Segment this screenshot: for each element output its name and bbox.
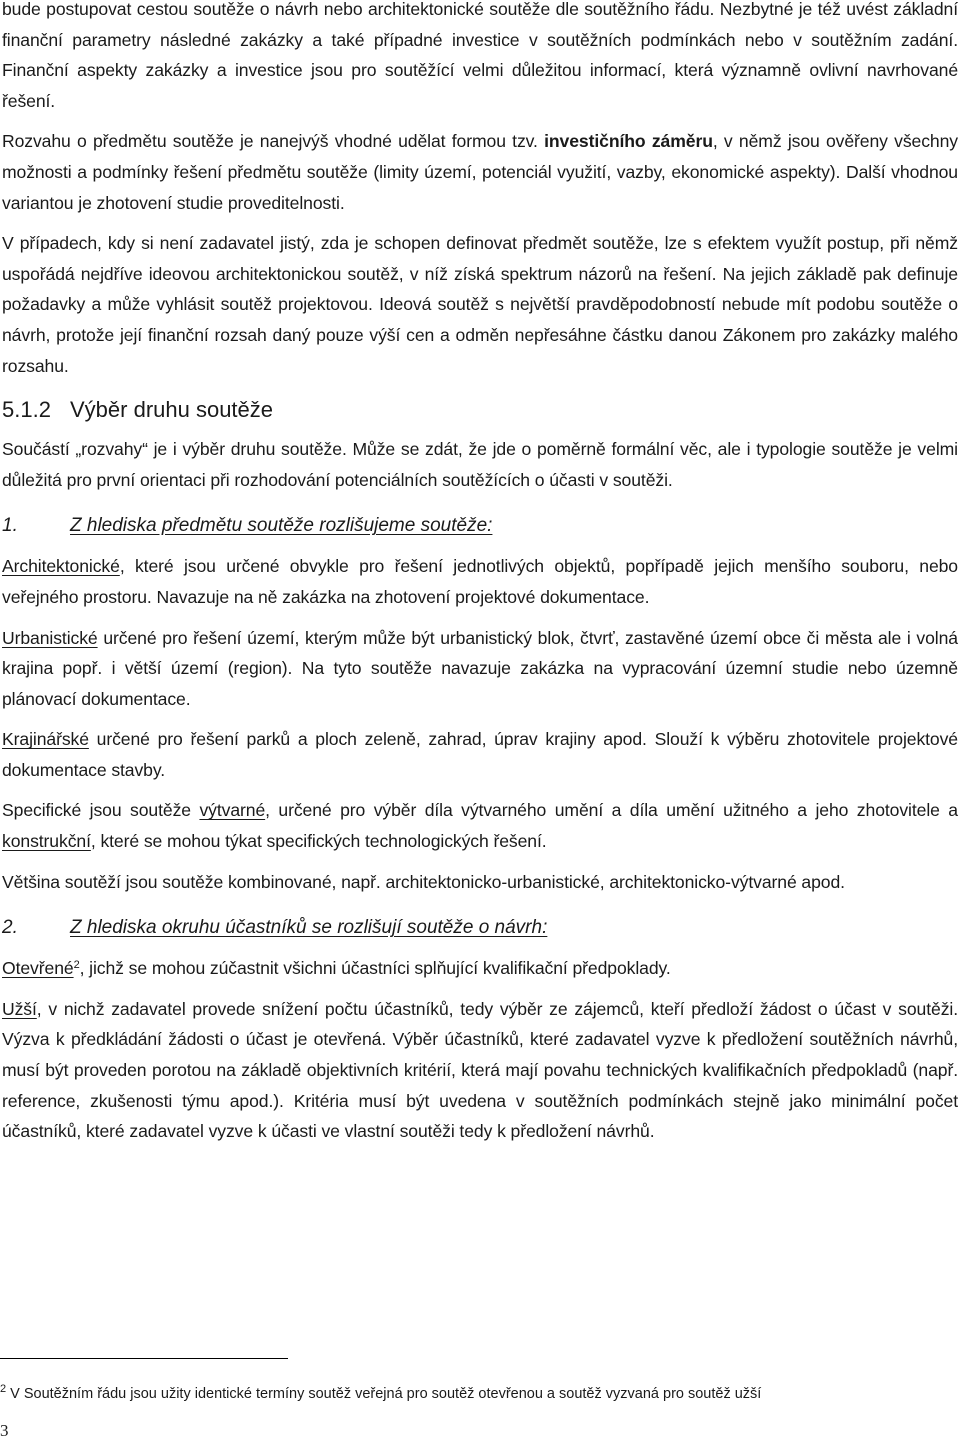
page-body [2,0,958,1147]
term-open: Otevřené [2,958,74,979]
paragraph-restricted [2,994,958,1147]
paragraph-combined: Většina soutěží jsou soutěže kombinované, např. architektonicko-urbanistické, architektonicko-výtvarné apod. [2,871,845,892]
paragraph-investment-intent [2,126,958,218]
paragraph-landscape [2,724,958,785]
paragraph-financial-aspects: bude postupovat cestou soutěže o návrh nebo architektonické soutěže dle soutěžního řádu. Nezbytné je též uvést základní finanční parametry následné zakázky a také případné investice v soutěžních podmínkách nebo v soutěžním zadání. Finanční aspekty zakázky a investice jsou pro soutěžící velmi důležitou informací, která významně ovlivní navrhované řešení. [2,0,958,111]
paragraph-text: , v nichž zadavatel provede snížení počtu účastníků, tedy výběr ze zájemců, kteří předloží žádost o účast v soutěži. Výzva k předkládání žádosti o účast je otevřená. Výběr účastníků, které zadavatel vyzve k předložení soutěžních návrhů, musí být proveden porotou na základě objektivních kritérií, která mají povahu technických kvalifikačních předpokladů (např. reference, zkušenosti týmu apod.). Kritéria musí být uvedena v soutěžních podmínkách stejně jako minimální počet účastníků, které zadavatel vyzve k účasti ve vlastní soutěži tedy k předložení návrhů. [2,998,958,1142]
term-restricted: Užší [2,998,37,1019]
paragraph-specific [2,795,958,856]
subsection-number: 1. [2,515,18,537]
paragraph-text: určené pro řešení území, kterým může být urbanistický blok, čtvrť, zastavěné území obce či města ale i volná krajina popř. i větší území (region). Na tyto soutěže navazuje zakázka na vypracování územní studie nebo územně plánovací dokumentace. [2,627,958,709]
section-title: Výběr druhu soutěže [70,397,274,423]
paragraph-ideas-competition: V případech, kdy si není zadavatel jistý, zda je schopen definovat předmět soutěže, lze s efektem využít postup, při němž uspořádá nejdříve ideovou architektonickou soutěž, v níž získá spektrum názorů na řešení. Na jejich základě pak definuje požadavky a může vyhlásit soutěž projektovou. Ideová soutěž s největší pravděpodobností nebude mít podobu soutěže o návrh, protože její finanční rozsah daný pouze výší cen a odměn nepřesáhne částku danou Zákonem pro zakázky malého rozsahu. [2,233,958,376]
subsection-number: 2. [2,917,18,939]
bold-term-investment-intent: investičního záměru [544,131,713,152]
term-visual-arts: výtvarné [199,800,266,821]
footnote-text: V Soutěžním řádu jsou užity identické termíny soutěž veřejná pro soutěž otevřenou a soutěž vyzvaná pro soutěž užší [6,1386,762,1402]
footnote [0,1384,958,1404]
subsection-title: Z hlediska okruhu účastníků se rozlišují soutěže o návrh: [70,917,548,939]
subsection-heading-subject [2,511,958,541]
term-structural: konstrukční [2,831,91,852]
paragraph-text: , které se mohou týkat specifických technologických řešení. [90,831,547,852]
footnote-reference: 2 [73,959,80,972]
subsection-heading-participants [2,913,958,943]
subsection-title: Z hlediska předmětu soutěže rozlišujeme soutěže: [70,515,493,537]
page-number: 3 [0,1421,9,1440]
paragraph-section-intro: Součástí „rozvahy“ je i výběr druhu soutěže. Může se zdát, že jde o poměrně formální věc, ale i typologie soutěže je velmi důležitá pro první orientaci při rozhodování potenciálních soutěžících o účasti v soutěži. [2,439,958,490]
paragraph-text: , jichž se mohou zúčastnit všichni účastníci splňující kvalifikační předpoklady. [79,958,671,979]
paragraph-open [2,953,958,984]
term-architectural: Architektonické [2,556,120,577]
section-heading [2,395,958,425]
paragraph-text: určené pro řešení parků a ploch zeleně, zahrad, úprav krajiny apod. Slouží k výběru zhotovitele projektové dokumentace stavby. [2,729,958,780]
footnote-separator [0,1358,288,1359]
section-number: 5.1.2 [2,397,51,423]
paragraph-text: Rozvahu o předmětu soutěže je nanejvýš vhodné udělat formou tzv. [2,131,545,152]
paragraph-text: , určené pro výběr díla výtvarného umění a díla umění užitného a jeho zhotovitele a [265,800,958,821]
footnote-marker: 2 [0,1383,7,1395]
paragraph-text: , které jsou určené obvykle pro řešení jednotlivých objektů, popřípadě jejich menšího souboru, nebo veřejného prostoru. Navazuje na ně zakázka na zhotovení projektové dokumentace. [2,556,958,607]
term-landscape: Krajinářské [2,729,89,750]
paragraph-text: Specifické jsou soutěže [2,800,200,821]
paragraph-architectural [2,551,958,612]
term-urban: Urbanistické [2,627,98,648]
paragraph-text: , v němž jsou ověřeny všechny možnosti a podmínky řešení předmětu soutěže (limity území, potenciál využití, vazby, ekonomické aspekty). Další vhodnou variantou je zhotovení studie proveditelnosti. [2,131,958,213]
paragraph-urban [2,623,958,715]
